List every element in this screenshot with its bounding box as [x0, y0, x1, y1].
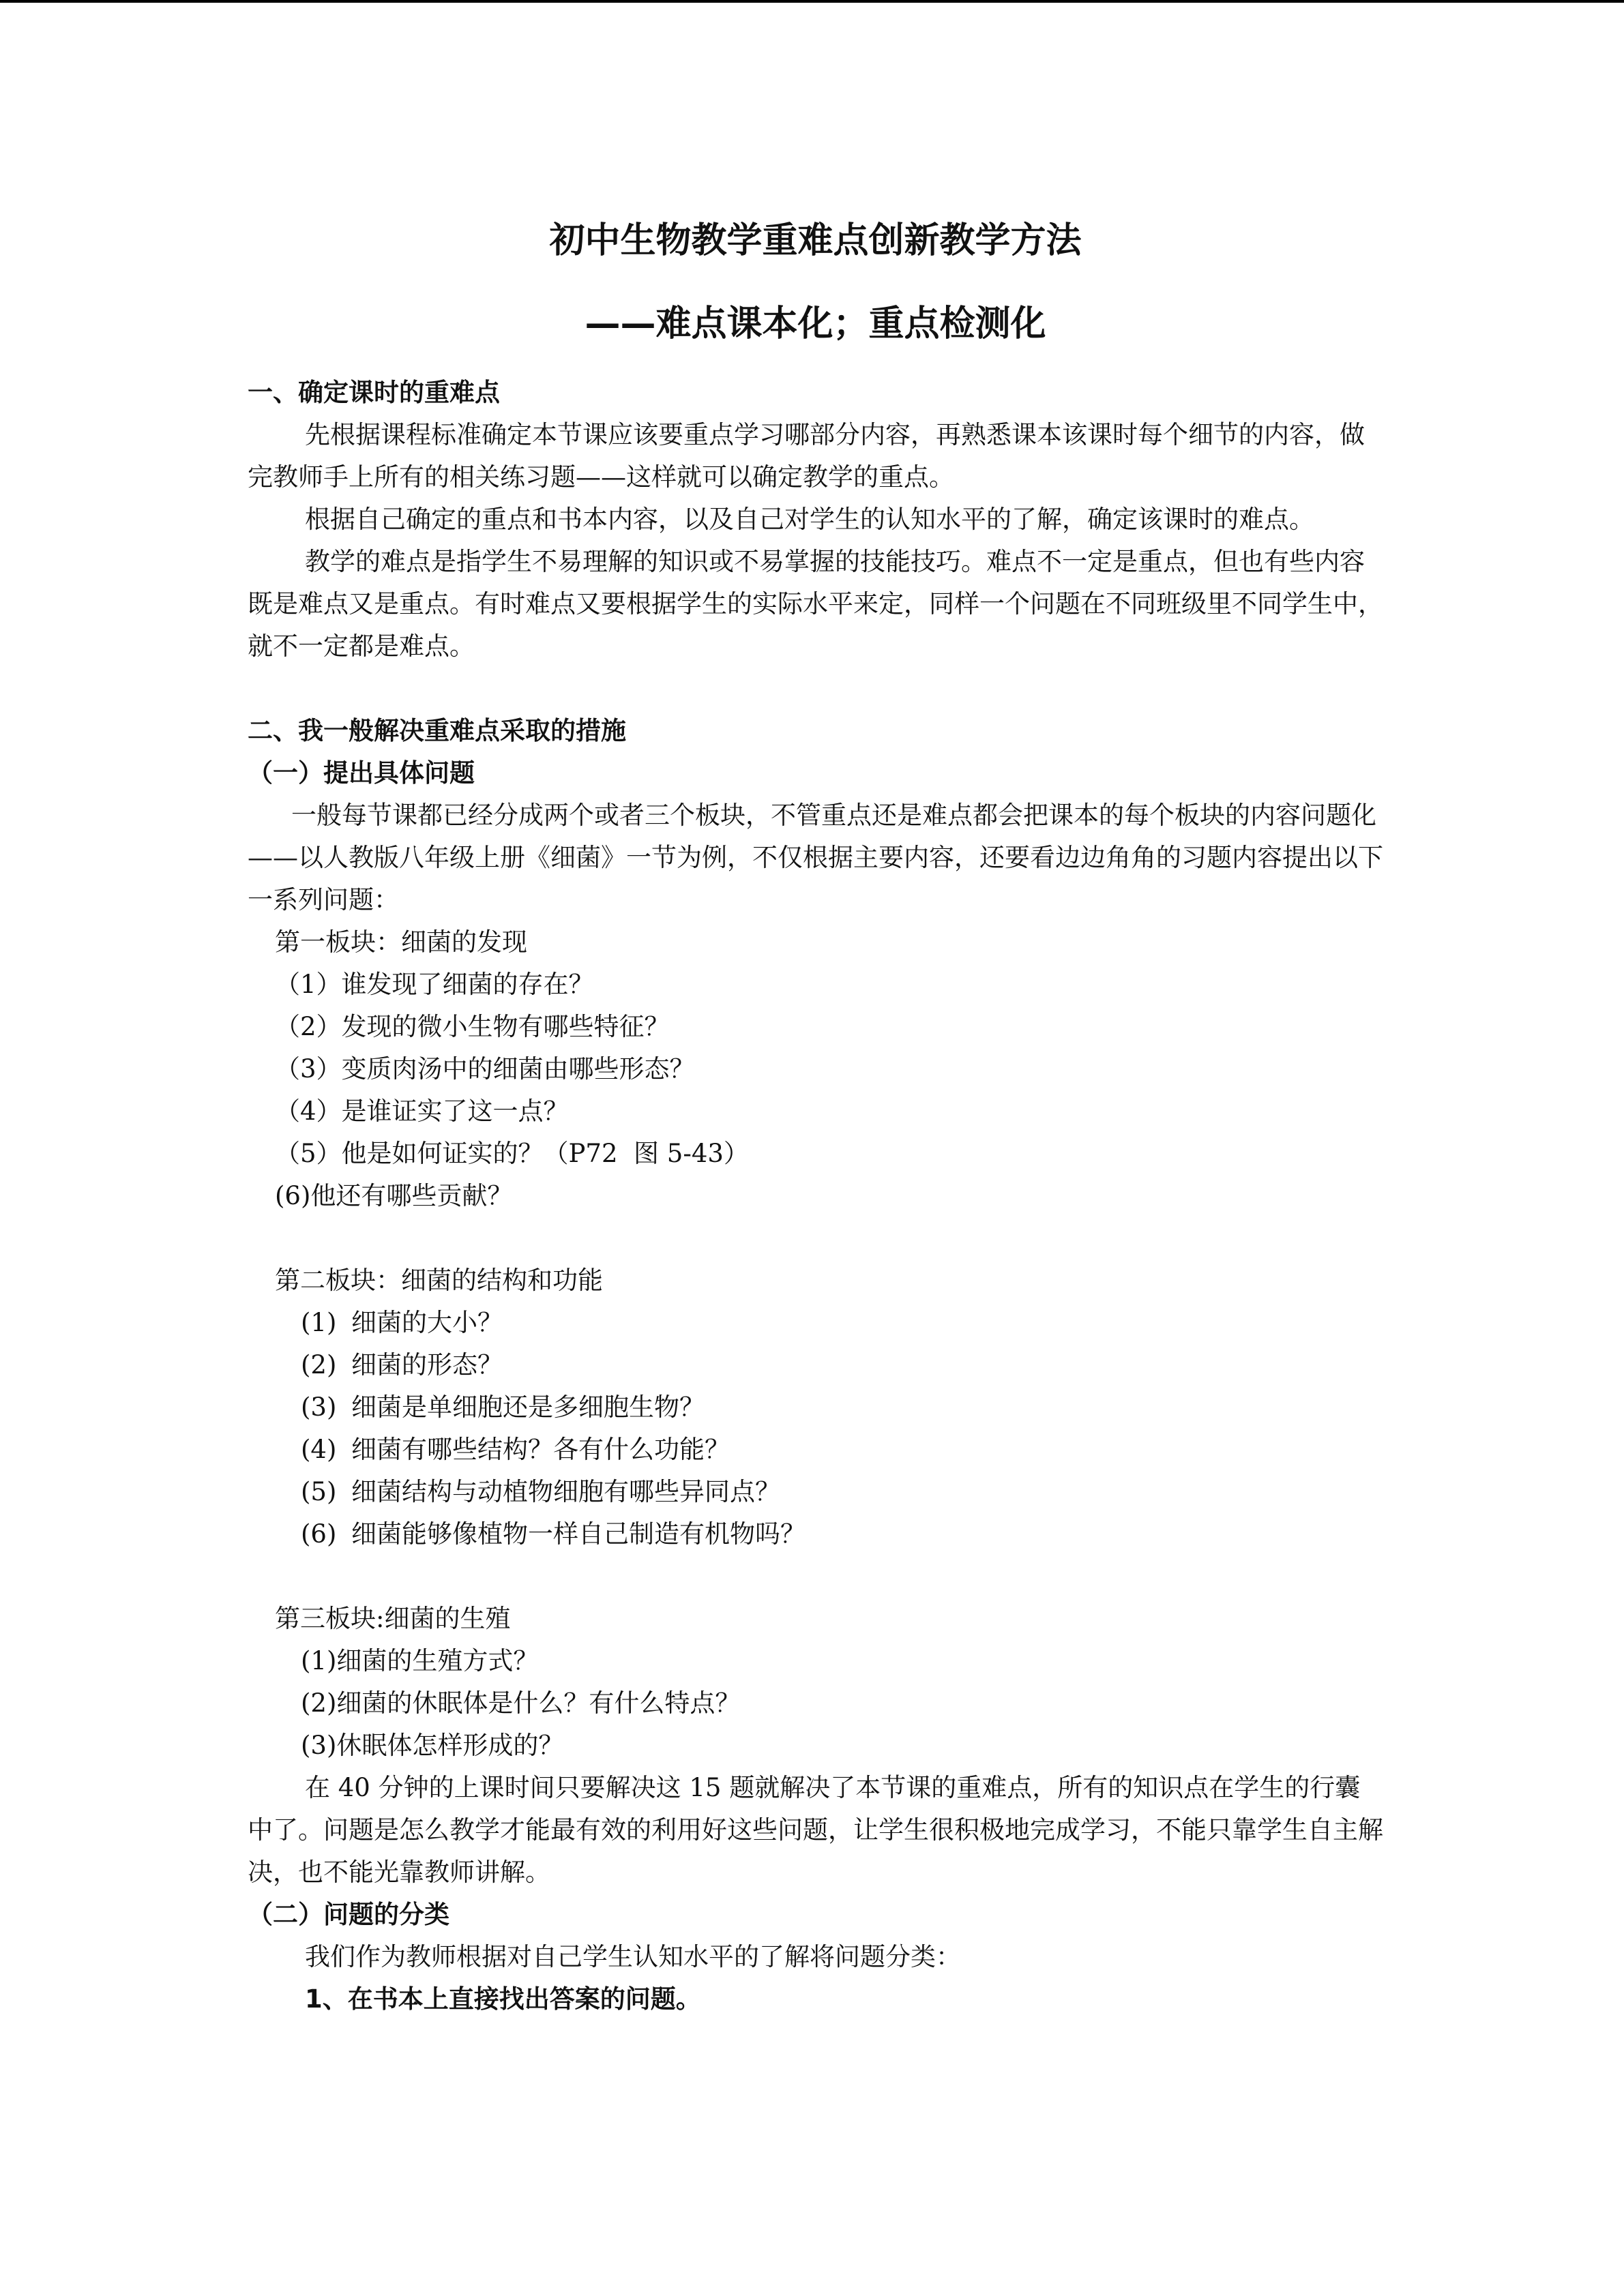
- block-2-question: [248, 1429, 1383, 1471]
- block-3-question: (1)细菌的生殖方式？: [301, 1645, 539, 1675]
- section-1-heading: 一、确定课时的重难点: [248, 377, 500, 407]
- block-3-question: (2)细菌的休眠体是什么？有什么特点？: [301, 1688, 741, 1718]
- subsection-2-intro: 我们作为教师根据对自己学生认知水平的了解将问题分类：: [305, 1941, 961, 1971]
- question-text: 细菌是单细胞还是多细胞生物？: [351, 1392, 705, 1422]
- question-number: (3): [301, 1392, 337, 1422]
- question-text: 细菌能够像植物一样自己制造有机物吗？: [351, 1519, 806, 1549]
- category-1-item: 1、在书本上直接找出答案的问题。: [305, 1984, 701, 2014]
- spacer: [248, 1555, 1383, 1598]
- block-2-question: [248, 1471, 1383, 1513]
- subsection-1-conclusion: 在 40 分钟的上课时间只要解决这 15 题就解决了本节课的重难点，所有的知识点在学生的行囊中了。问题是怎么教学才能最有效的利用好这些问题，让学生很积极地完成学习，不能只靠学生自主解决，也不能光靠教师讲解。: [248, 1772, 1383, 1887]
- block-1-question: （2）发现的微小生物有哪些特征？: [275, 1011, 670, 1041]
- block-1-question: （3）变质肉汤中的细菌由哪些形态？: [275, 1054, 695, 1084]
- section-1-paragraph: 根据自己确定的重点和书本内容，以及自己对学生的认知水平的了解，确定该课时的难点。: [305, 504, 1314, 534]
- question-number: (6): [301, 1519, 337, 1549]
- question-number: (1): [301, 1307, 337, 1337]
- top-border-line: [0, 0, 1624, 3]
- block-2-title: 第二板块：细菌的结构和功能: [275, 1265, 603, 1295]
- section-1-paragraph: 教学的难点是指学生不易理解的知识或不易掌握的技能技巧。难点不一定是重点，但也有些内容既是难点又是重点。有时难点又要根据学生的实际水平来定，同样一个问题在不同班级里不同学生中，就不一定都是难点。: [248, 546, 1383, 661]
- question-number: (5): [301, 1476, 337, 1506]
- block-1-question: （4）是谁证实了这一点？: [275, 1096, 569, 1126]
- question-text: 细菌的形态？: [351, 1350, 503, 1380]
- block-2-question: [248, 1513, 1383, 1555]
- block-2-question: [248, 1386, 1383, 1429]
- block-2-question: [248, 1344, 1383, 1386]
- question-text: 细菌有哪些结构？各有什么功能？: [351, 1434, 730, 1464]
- question-number: (4): [301, 1434, 337, 1464]
- spacer: [248, 668, 1383, 710]
- block-1-question: （5）他是如何证实的？（P72 图 5-43）: [275, 1138, 749, 1168]
- subsection-1-intro: 一般每节课都已经分成两个或者三个板块，不管重点还是难点都会把课本的每个板块的内容问题化——以人教版八年级上册《细菌》一节为例，不仅根据主要内容，还要看边边角角的习题内容提出以下一系列问题：: [248, 800, 1383, 914]
- document-subtitle: ——难点课本化；重点检测化: [585, 303, 1046, 345]
- block-1-question: (6)他还有哪些贡献？: [275, 1180, 513, 1210]
- block-3-question: (3)休眠体怎样形成的？: [301, 1730, 564, 1760]
- subsection-2-heading: （二）问题的分类: [248, 1899, 449, 1929]
- block-2-question: [248, 1302, 1383, 1344]
- document-body: [248, 205, 1383, 2021]
- spacer: [248, 1217, 1383, 1259]
- block-1-title: 第一板块：细菌的发现: [275, 927, 527, 957]
- question-number: (2): [301, 1350, 337, 1380]
- question-text: 细菌结构与动植物细胞有哪些异同点？: [351, 1476, 780, 1506]
- document-title: 初中生物教学重难点创新教学方法: [549, 220, 1082, 261]
- section-2-heading: 二、我一般解决重难点采取的措施: [248, 715, 626, 745]
- section-1-paragraph: 先根据课程标准确定本节课应该要重点学习哪部分内容，再熟悉课本该课时每个细节的内容，做完教师手上所有的相关练习题——这样就可以确定教学的重点。: [248, 419, 1365, 492]
- subsection-1-heading: （一）提出具体问题: [248, 758, 475, 788]
- block-1-question: （1）谁发现了细菌的存在？: [275, 969, 594, 999]
- block-3-title: 第三板块:细菌的生殖: [275, 1603, 511, 1633]
- question-text: 细菌的大小？: [351, 1307, 503, 1337]
